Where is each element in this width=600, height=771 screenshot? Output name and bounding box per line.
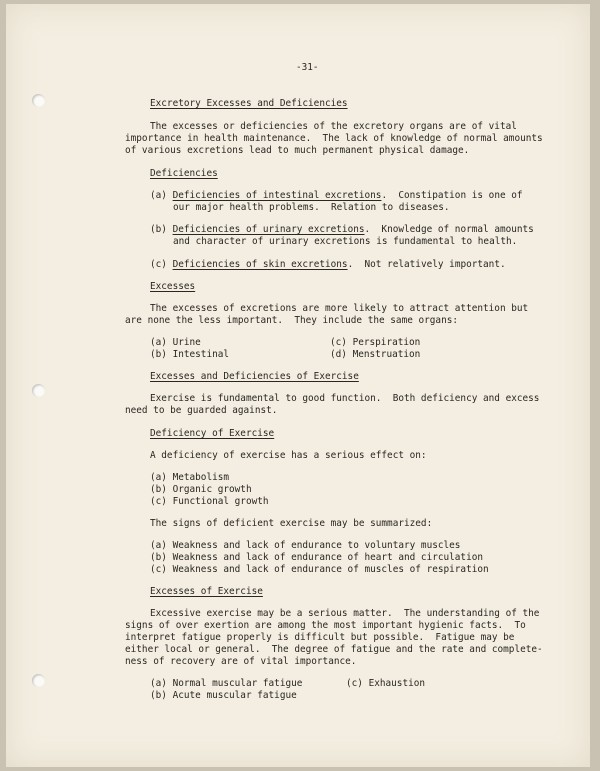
organ-item: (d) Menstruation [330, 349, 421, 360]
organ-item: (c) Perspiration [330, 337, 421, 348]
exercise-line: Exercise is fundamental to good function. Both deficiency and excess [150, 393, 540, 404]
effect-item: (c) Functional growth [150, 496, 269, 507]
list-item: (a) Deficiencies of intestinal excretions. Constipation is one of [150, 190, 523, 201]
effect-item: (a) Metabolism [150, 472, 230, 483]
document-page [6, 4, 590, 767]
deficiencies-heading: Deficiencies [150, 168, 218, 179]
intro-line: The excesses or deficiencies of the excretory organs are of vital [150, 121, 517, 132]
excesses-exercise-line: signs of over exertion are among the most important hygienic facts. To [125, 620, 526, 631]
organ-item: (b) Intestinal [150, 349, 230, 360]
excesses-exercise-line: ness of recovery are of vital importance. [125, 656, 357, 667]
sign-item: (a) Weakness and lack of endurance to voluntary muscles [150, 540, 461, 551]
deficiency-exercise-intro: A deficiency of exercise has a serious effect on: [150, 450, 427, 461]
deficiency-exercise-heading: Deficiency of Exercise [150, 428, 275, 439]
fatigue-item: (b) Acute muscular fatigue [150, 690, 297, 701]
list-item: (c) Deficiencies of skin excretions. Not relatively important. [150, 259, 506, 270]
intro-line: of various excretions lead to much permanent physical damage. [125, 145, 470, 156]
section-title: Excretory Excesses and Deficiencies [150, 98, 348, 109]
excesses-exercise-line: interpret fatigue properly is difficult but possible. Fatigue may be [125, 632, 515, 643]
list-item-cont: and character of urinary excretions is fundamental to health. [173, 236, 518, 247]
sign-item: (b) Weakness and lack of endurance of heart and circulation [150, 552, 484, 563]
organ-item: (a) Urine [150, 337, 201, 348]
document-text [6, 4, 590, 767]
excesses-line: are none the less important. They include the same organs: [125, 315, 459, 326]
excesses-exercise-heading: Excesses of Exercise [150, 586, 263, 597]
exercise-heading: Excesses and Deficiencies of Exercise [150, 371, 359, 382]
excesses-line: The excesses of excretions are more likely to attract attention but [150, 303, 529, 314]
page-number: -31- [296, 62, 319, 73]
excesses-exercise-line: Excessive exercise may be a serious matter. The understanding of the [150, 608, 540, 619]
list-item: (b) Deficiencies of urinary excretions. Knowledge of normal amounts [150, 224, 534, 235]
effect-item: (b) Organic growth [150, 484, 252, 495]
fatigue-item: (c) Exhaustion [346, 678, 426, 689]
list-item-cont: our major health problems. Relation to diseases. [173, 202, 450, 213]
exercise-line: need to be guarded against. [125, 405, 278, 416]
intro-line: importance in health maintenance. The lack of knowledge of normal amounts [125, 133, 543, 144]
fatigue-item: (a) Normal muscular fatigue [150, 678, 303, 689]
excesses-exercise-line: either local or general. The degree of fatigue and the rate and complete- [125, 644, 543, 655]
sign-item: (c) Weakness and lack of endurance of muscles of respiration [150, 564, 489, 575]
excesses-heading: Excesses [150, 281, 196, 292]
signs-intro: The signs of deficient exercise may be summarized: [150, 518, 433, 529]
